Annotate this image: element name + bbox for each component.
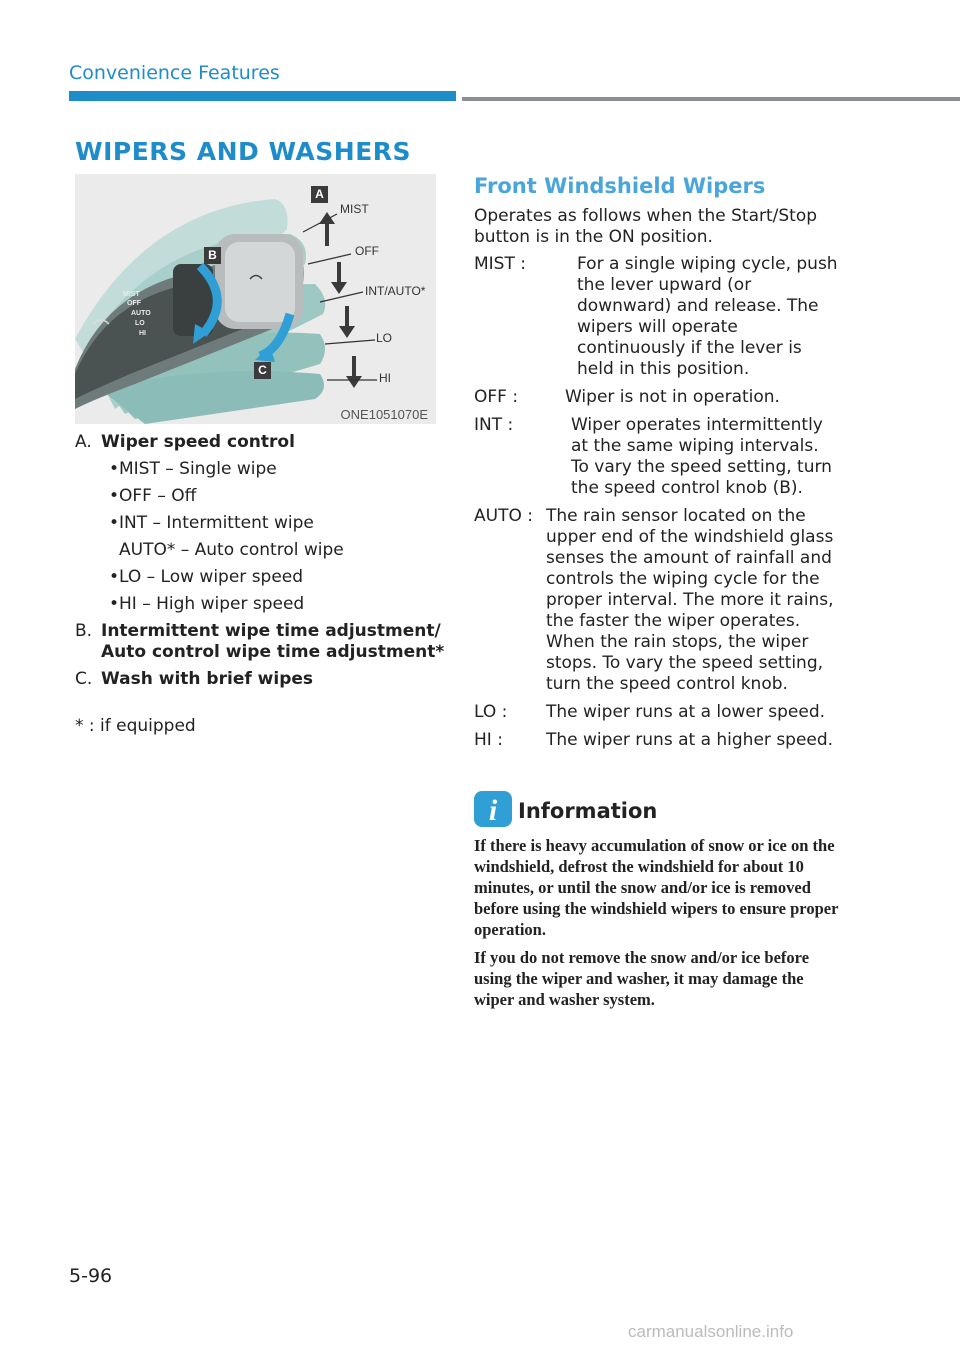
information-body bbox=[474, 835, 844, 1017]
legend-item-c bbox=[75, 669, 445, 690]
wiper-lever-figure bbox=[75, 174, 436, 424]
def-off: OFF : Wiper is not in operation. bbox=[474, 387, 780, 407]
lever-label-mist: MIST bbox=[123, 291, 140, 298]
information-title: Information bbox=[518, 799, 658, 823]
information-paragraph-2: If you do not remove the snow and/or ice before using the wiper and washer, it may damage the wiper and washer system. bbox=[474, 948, 810, 1009]
callout-tag-b: B bbox=[204, 247, 221, 264]
lever-label-auto: AUTO bbox=[131, 310, 151, 317]
list-item: •HI – High wiper speed bbox=[109, 594, 305, 614]
legend-key-a: A. bbox=[75, 432, 92, 452]
def-hi: HI : The wiper runs at a higher speed. bbox=[474, 730, 834, 750]
legend-title-c: Wash with brief wipes bbox=[101, 669, 314, 689]
callout-tag-a: A bbox=[311, 186, 328, 203]
position-label-mist: MIST bbox=[340, 202, 369, 216]
arrow-down-icon-2 bbox=[339, 306, 355, 338]
wiper-lever-illustration bbox=[75, 174, 436, 424]
list-item: •LO – Low wiper speed bbox=[109, 567, 304, 587]
legend-key-c: C. bbox=[75, 669, 93, 689]
list-item: •OFF – Off bbox=[109, 486, 197, 506]
def-lo: LO : The wiper runs at a lower speed. bbox=[474, 702, 826, 722]
position-label-off: OFF bbox=[355, 244, 379, 258]
subsection-title: Front Windshield Wipers bbox=[474, 174, 766, 198]
header-bar-accent bbox=[69, 91, 456, 101]
arrow-up-icon bbox=[319, 212, 335, 246]
legend-title-a: Wiper speed control bbox=[101, 432, 295, 452]
page-number: 5-96 bbox=[69, 1265, 113, 1287]
legend-title-b: Intermittent wipe time adjustment/ Auto control wipe time adjustment* bbox=[101, 621, 445, 662]
arrow-down-icon bbox=[331, 262, 347, 294]
list-item: •INT – Intermittent wipe bbox=[109, 513, 314, 533]
def-mist: MIST : For a single wiping cycle, push the lever upward (or downward) and release. The wipers will operate continuously if the lever is held in this position. bbox=[474, 254, 838, 379]
legend-key-b: B. bbox=[75, 621, 93, 641]
list-item-auto: AUTO* – Auto control wipe bbox=[119, 540, 344, 560]
information-paragraph-1: If there is heavy accumulation of snow or ice on the windshield, defrost the windshield for about 10 minutes, or until the snow and/or ice is removed before using the windshield wipers to ensure proper operation. bbox=[474, 836, 839, 939]
header-bar-rule bbox=[462, 97, 960, 101]
arrow-down-icon-3 bbox=[346, 356, 362, 388]
legend-item-b bbox=[75, 621, 445, 663]
legend-item-a bbox=[75, 432, 445, 453]
figure-legend bbox=[75, 432, 445, 696]
lever-label-off: OFF bbox=[127, 300, 141, 307]
def-auto: AUTO : The rain sensor located on the upper end of the windshield glass senses the amount of rainfall and controls the wiping cycle for the proper interval. The more it rains, the faster the wiper operates. When the rain stops, the wiper stops. To vary the speed setting, turn the speed control knob. bbox=[474, 506, 834, 694]
def-int: INT : Wiper operates intermittently at the same wiping intervals. To vary the speed setting, turn the speed control knob (B). bbox=[474, 415, 832, 498]
information-icon bbox=[474, 791, 512, 827]
lever-label-hi: HI bbox=[139, 330, 146, 337]
svg-text:i: i bbox=[488, 794, 498, 827]
page-title: WIPERS AND WASHERS bbox=[75, 137, 412, 166]
definition-list bbox=[474, 254, 854, 758]
position-label-hi: HI bbox=[379, 371, 391, 385]
position-label-lo: LO bbox=[376, 331, 393, 345]
list-item: •MIST – Single wipe bbox=[109, 459, 277, 479]
section-header: Convenience Features bbox=[69, 62, 280, 84]
callout-tag-c: C bbox=[254, 362, 271, 379]
intro-text: Operates as follows when the Start/Stop button is in the ON position. bbox=[474, 206, 818, 247]
footnote: * : if equipped bbox=[75, 716, 196, 736]
position-label-int-auto: INT/AUTO* bbox=[365, 284, 426, 298]
figure-code: ONE1051070E bbox=[340, 407, 428, 422]
watermark: carmanualsonline.info bbox=[628, 1322, 794, 1341]
lever-label-lo: LO bbox=[135, 320, 145, 327]
